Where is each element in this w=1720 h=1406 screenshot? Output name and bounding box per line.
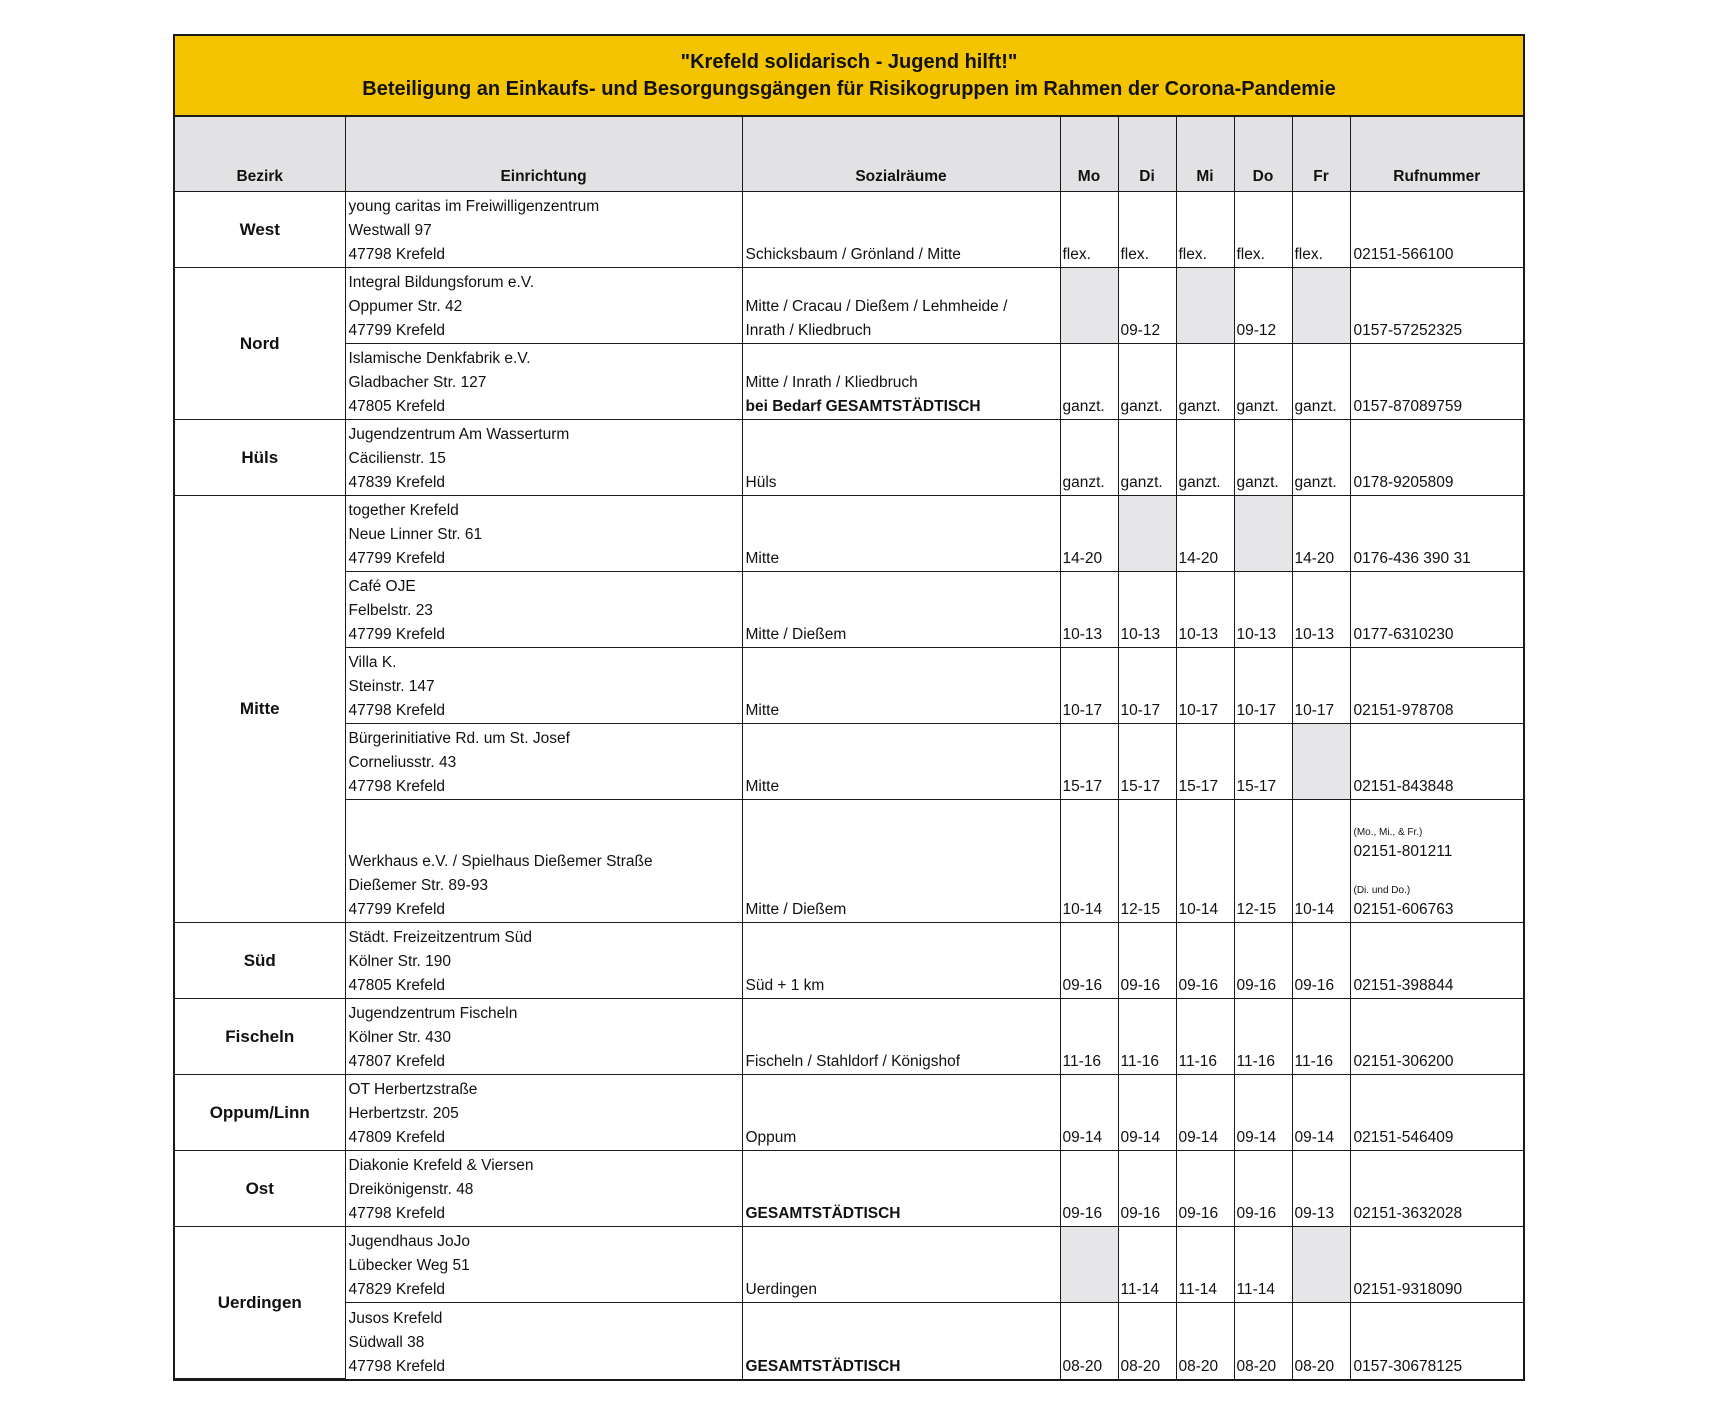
phone-cell [1350, 923, 1523, 999]
hours-di: 10-17 [1118, 648, 1176, 724]
social-area-line: Mitte [745, 550, 780, 567]
facility-name: Werkhaus e.V. / Spielhaus Dießemer Straße [348, 853, 653, 870]
facility-city: 47805 Krefeld [348, 398, 446, 415]
hours-do: 09-16 [1234, 923, 1292, 999]
phone-number: 02151-606763 [1353, 901, 1454, 918]
social-area-line: Fischeln / Stahldorf / Königshof [745, 1053, 961, 1070]
table-row [175, 1075, 1523, 1151]
social-areas-cell [742, 268, 1060, 344]
table-row [175, 800, 1523, 923]
phone-number: 02151-978708 [1353, 702, 1454, 719]
hours-mi: 09-16 [1176, 1151, 1234, 1227]
hours-mo: 15-17 [1060, 724, 1118, 800]
phone-number: 0157-87089759 [1353, 398, 1463, 415]
facility-cell [345, 344, 742, 420]
facility-cell [345, 1151, 742, 1227]
hours-do: 15-17 [1234, 724, 1292, 800]
social-areas-cell [742, 344, 1060, 420]
hours-fr: flex. [1292, 192, 1350, 268]
hours-mi: 14-20 [1176, 496, 1234, 572]
table-row [175, 496, 1523, 572]
title-line-2: Beteiligung an Einkaufs- und Besorgungsgängen für Risikogruppen im Rahmen der Corona-Pandemie [362, 77, 1336, 100]
hours-do: 09-12 [1234, 268, 1292, 344]
facility-street: Oppumer Str. 42 [348, 298, 463, 315]
facility-city: 47798 Krefeld [348, 1205, 446, 1222]
facility-city: 47809 Krefeld [348, 1129, 446, 1146]
table-body [175, 192, 1523, 1379]
district-cell: Nord [175, 268, 345, 420]
hours-mo [1060, 268, 1118, 344]
district-cell: Uerdingen [175, 1227, 345, 1379]
hours-mo [1060, 1227, 1118, 1303]
header-fr: Fr [1292, 117, 1350, 192]
facility-name: OT Herbertzstraße [348, 1081, 478, 1098]
phone-note: (Mo., Mi., & Fr.) [1353, 827, 1423, 838]
hours-di: 09-14 [1118, 1075, 1176, 1151]
phone-cell [1350, 268, 1523, 344]
hours-mo: 11-16 [1060, 999, 1118, 1075]
facility-street: Herbertzstr. 205 [348, 1105, 459, 1122]
facility-street: Südwall 38 [348, 1333, 425, 1351]
phone-number: 0178-9205809 [1353, 474, 1454, 491]
facility-cell [345, 572, 742, 648]
social-area-line: Oppum [745, 1129, 797, 1146]
hours-fr: 10-14 [1292, 800, 1350, 923]
facility-cell [345, 496, 742, 572]
hours-do: 12-15 [1234, 800, 1292, 923]
phone-number: 02151-398844 [1353, 977, 1454, 994]
phone-number: 0157-57252325 [1353, 322, 1463, 339]
facility-name: Jugendhaus JoJo [348, 1233, 471, 1250]
phone-number: 02151-9318090 [1353, 1281, 1463, 1298]
phone-cell [1350, 1075, 1523, 1151]
district-cell: Hüls [175, 420, 345, 496]
hours-fr: 14-20 [1292, 496, 1350, 572]
hours-mi: flex. [1176, 192, 1234, 268]
hours-mo: 10-13 [1060, 572, 1118, 648]
hours-fr: 10-17 [1292, 648, 1350, 724]
social-areas-cell [742, 800, 1060, 923]
facility-name: young caritas im Freiwilligenzentrum [348, 198, 600, 215]
header-row [175, 117, 1523, 192]
facility-city: 47799 Krefeld [348, 550, 446, 567]
hours-do: 10-17 [1234, 648, 1292, 724]
hours-do: ganzt. [1234, 344, 1292, 420]
hours-di: 11-14 [1118, 1227, 1176, 1303]
social-area-line: Uerdingen [745, 1281, 818, 1298]
facility-city: 47807 Krefeld [348, 1053, 446, 1070]
social-area-line: Süd + 1 km [745, 977, 825, 994]
social-area-line: Inrath / Kliedbruch [745, 322, 872, 339]
social-area-line: Mitte / Dießem [745, 626, 847, 643]
hours-di: 08-20 [1118, 1303, 1176, 1379]
hours-do: 08-20 [1234, 1303, 1292, 1379]
facility-street: Dießemer Str. 89-93 [348, 877, 489, 894]
hours-di: 09-12 [1118, 268, 1176, 344]
hours-di: 09-16 [1118, 1151, 1176, 1227]
table-row [175, 344, 1523, 420]
social-areas-cell [742, 724, 1060, 800]
hours-fr [1292, 1227, 1350, 1303]
social-area-line: Hüls [745, 474, 777, 491]
facility-street: Corneliusstr. 43 [348, 754, 457, 771]
facility-cell [345, 923, 742, 999]
header-mo: Mo [1060, 117, 1118, 192]
facility-cell [345, 724, 742, 800]
hours-mi: 15-17 [1176, 724, 1234, 800]
facility-name: Städt. Freizeitzentrum Süd [348, 929, 532, 946]
facility-cell [345, 420, 742, 496]
phone-cell [1350, 800, 1523, 923]
facility-name: Jugendzentrum Fischeln [348, 1005, 518, 1022]
phone-number: 02151-546409 [1353, 1129, 1454, 1146]
hours-mo: ganzt. [1060, 420, 1118, 496]
schedule-sheet [173, 34, 1525, 1381]
title-banner [175, 36, 1523, 117]
hours-mi [1176, 268, 1234, 344]
facility-city: 47829 Krefeld [348, 1281, 446, 1298]
facility-cell [345, 1075, 742, 1151]
hours-mo: ganzt. [1060, 344, 1118, 420]
hours-di: ganzt. [1118, 344, 1176, 420]
facility-city: 47798 Krefeld [348, 702, 446, 719]
social-area-line: Mitte [745, 778, 780, 795]
social-areas-cell [742, 420, 1060, 496]
hours-do: 09-16 [1234, 1151, 1292, 1227]
social-area-line: Mitte / Cracau / Dießem / Lehmheide / [745, 298, 1008, 315]
header-bezirk: Bezirk [175, 117, 345, 192]
facility-city: 47798 Krefeld [348, 778, 446, 795]
hours-mo: 09-16 [1060, 923, 1118, 999]
table-row [175, 420, 1523, 496]
social-areas-cell [742, 572, 1060, 648]
social-area-citywide: bei Bedarf GESAMTSTÄDTISCH [745, 398, 981, 415]
hours-mo: 09-14 [1060, 1075, 1118, 1151]
table-row [175, 724, 1523, 800]
phone-note: (Di. und Do.) [1353, 885, 1411, 896]
facility-street: Neue Linner Str. 61 [348, 526, 483, 543]
facility-name: Diakonie Krefeld & Viersen [348, 1157, 534, 1174]
hours-fr [1292, 724, 1350, 800]
header-di: Di [1118, 117, 1176, 192]
social-areas-cell [742, 648, 1060, 724]
hours-fr [1292, 268, 1350, 344]
phone-cell [1350, 192, 1523, 268]
facility-street: Westwall 97 [348, 222, 432, 239]
phone-cell [1350, 496, 1523, 572]
hours-mi: ganzt. [1176, 420, 1234, 496]
header-mi: Mi [1176, 117, 1234, 192]
district-cell: Ost [175, 1151, 345, 1227]
hours-di: 11-16 [1118, 999, 1176, 1075]
table-row [175, 923, 1523, 999]
table-row [175, 572, 1523, 648]
table-row [175, 268, 1523, 344]
facility-street: Felbelstr. 23 [348, 602, 433, 619]
title-line-1: "Krefeld solidarisch - Jugend hilft!" [680, 50, 1018, 73]
social-area-line: Mitte / Inrath / Kliedbruch [745, 374, 918, 391]
facility-city: 47798 Krefeld [348, 246, 446, 263]
phone-cell [1350, 1227, 1523, 1303]
phone-number: 02151-566100 [1353, 246, 1454, 263]
social-areas-cell [742, 1303, 1060, 1379]
social-areas-cell [742, 496, 1060, 572]
hours-mi: 10-13 [1176, 572, 1234, 648]
facility-city: 47799 Krefeld [348, 626, 446, 643]
facility-cell [345, 648, 742, 724]
header-sozialraeume: Sozialräume [742, 117, 1060, 192]
district-cell: Mitte [175, 496, 345, 923]
hours-mo: 14-20 [1060, 496, 1118, 572]
phone-cell [1350, 344, 1523, 420]
social-area-line: Mitte [745, 702, 780, 719]
facility-city: 47799 Krefeld [348, 322, 446, 339]
district-cell: Süd [175, 923, 345, 999]
header-do: Do [1234, 117, 1292, 192]
phone-number: 02151-306200 [1353, 1053, 1454, 1070]
social-area-citywide: GESAMTSTÄDTISCH [745, 1357, 901, 1375]
hours-mo: 10-14 [1060, 800, 1118, 923]
hours-mi: 11-14 [1176, 1227, 1234, 1303]
hours-fr: 08-20 [1292, 1303, 1350, 1379]
facility-name: Café OJE [348, 578, 416, 595]
hours-do: 10-13 [1234, 572, 1292, 648]
social-areas-cell [742, 1151, 1060, 1227]
district-cell: Oppum/Linn [175, 1075, 345, 1151]
header-einrichtung: Einrichtung [345, 117, 742, 192]
phone-cell [1350, 1151, 1523, 1227]
hours-fr: ganzt. [1292, 344, 1350, 420]
hours-mi: 10-17 [1176, 648, 1234, 724]
social-areas-cell [742, 923, 1060, 999]
social-areas-cell [742, 1075, 1060, 1151]
facility-name: together Krefeld [348, 502, 459, 519]
hours-mi: 09-16 [1176, 923, 1234, 999]
facility-street: Gladbacher Str. 127 [348, 374, 487, 391]
facility-cell [345, 192, 742, 268]
phone-cell [1350, 572, 1523, 648]
hours-mi: 08-20 [1176, 1303, 1234, 1379]
phone-cell [1350, 420, 1523, 496]
social-areas-cell [742, 192, 1060, 268]
hours-do: 11-14 [1234, 1227, 1292, 1303]
facility-street: Steinstr. 147 [348, 678, 435, 695]
hours-mo: 10-17 [1060, 648, 1118, 724]
hours-di: 15-17 [1118, 724, 1176, 800]
facility-street: Lübecker Weg 51 [348, 1257, 470, 1274]
hours-do: 11-16 [1234, 999, 1292, 1075]
table-row [175, 1303, 1523, 1379]
hours-do: flex. [1234, 192, 1292, 268]
facility-name: Bürgerinitiative Rd. um St. Josef [348, 730, 570, 747]
phone-number: 0157-30678125 [1353, 1357, 1463, 1375]
facility-cell [345, 268, 742, 344]
hours-fr: 09-14 [1292, 1075, 1350, 1151]
facility-name: Jusos Krefeld [348, 1309, 443, 1327]
table-row [175, 1151, 1523, 1227]
hours-di [1118, 496, 1176, 572]
table-row [175, 999, 1523, 1075]
facility-street: Cäcilienstr. 15 [348, 450, 446, 467]
facility-street: Dreikönigenstr. 48 [348, 1181, 474, 1198]
facility-cell [345, 1227, 742, 1303]
phone-cell [1350, 648, 1523, 724]
hours-do [1234, 496, 1292, 572]
hours-mi: 11-16 [1176, 999, 1234, 1075]
phone-number: 02151-801211 [1353, 843, 1453, 860]
hours-di: 12-15 [1118, 800, 1176, 923]
hours-mo: 08-20 [1060, 1303, 1118, 1379]
facility-name: Islamische Denkfabrik e.V. [348, 350, 531, 367]
social-area-line: Schicksbaum / Grönland / Mitte [745, 246, 961, 263]
facility-cell [345, 1303, 742, 1379]
facility-city: 47799 Krefeld [348, 901, 446, 918]
hours-fr: ganzt. [1292, 420, 1350, 496]
hours-mi: ganzt. [1176, 344, 1234, 420]
facility-city: 47839 Krefeld [348, 474, 446, 491]
facility-name: Integral Bildungsforum e.V. [348, 274, 535, 291]
hours-fr: 09-16 [1292, 923, 1350, 999]
facility-name: Villa K. [348, 654, 397, 671]
social-area-line: Mitte / Dießem [745, 901, 847, 918]
hours-mo: 09-16 [1060, 1151, 1118, 1227]
phone-number: 0177-6310230 [1353, 626, 1454, 643]
hours-fr: 10-13 [1292, 572, 1350, 648]
hours-mo: flex. [1060, 192, 1118, 268]
phone-cell [1350, 1303, 1523, 1379]
phone-cell [1350, 724, 1523, 800]
facility-street: Kölner Str. 190 [348, 953, 452, 970]
table-row [175, 192, 1523, 268]
facility-name: Jugendzentrum Am Wasserturm [348, 426, 570, 443]
phone-number: 02151-843848 [1353, 778, 1454, 795]
facility-cell [345, 999, 742, 1075]
hours-mi: 09-14 [1176, 1075, 1234, 1151]
phone-number: 0176-436 390 31 [1353, 550, 1471, 567]
facility-street: Kölner Str. 430 [348, 1029, 452, 1046]
hours-fr: 09-13 [1292, 1151, 1350, 1227]
header-rufnummer: Rufnummer [1350, 117, 1523, 192]
hours-mi: 10-14 [1176, 800, 1234, 923]
table-row [175, 648, 1523, 724]
table-row [175, 1227, 1523, 1303]
social-areas-cell [742, 999, 1060, 1075]
social-areas-cell [742, 1227, 1060, 1303]
social-area-citywide: GESAMTSTÄDTISCH [745, 1205, 901, 1222]
hours-do: ganzt. [1234, 420, 1292, 496]
phone-number: 02151-3632028 [1353, 1205, 1463, 1222]
district-cell: West [175, 192, 345, 268]
hours-di: 09-16 [1118, 923, 1176, 999]
hours-fr: 11-16 [1292, 999, 1350, 1075]
hours-di: flex. [1118, 192, 1176, 268]
hours-do: 09-14 [1234, 1075, 1292, 1151]
district-cell: Fischeln [175, 999, 345, 1075]
hours-di: ganzt. [1118, 420, 1176, 496]
facilities-table [175, 117, 1523, 1379]
facility-cell [345, 800, 742, 923]
phone-cell [1350, 999, 1523, 1075]
facility-city: 47805 Krefeld [348, 977, 446, 994]
hours-di: 10-13 [1118, 572, 1176, 648]
facility-city: 47798 Krefeld [348, 1357, 446, 1375]
